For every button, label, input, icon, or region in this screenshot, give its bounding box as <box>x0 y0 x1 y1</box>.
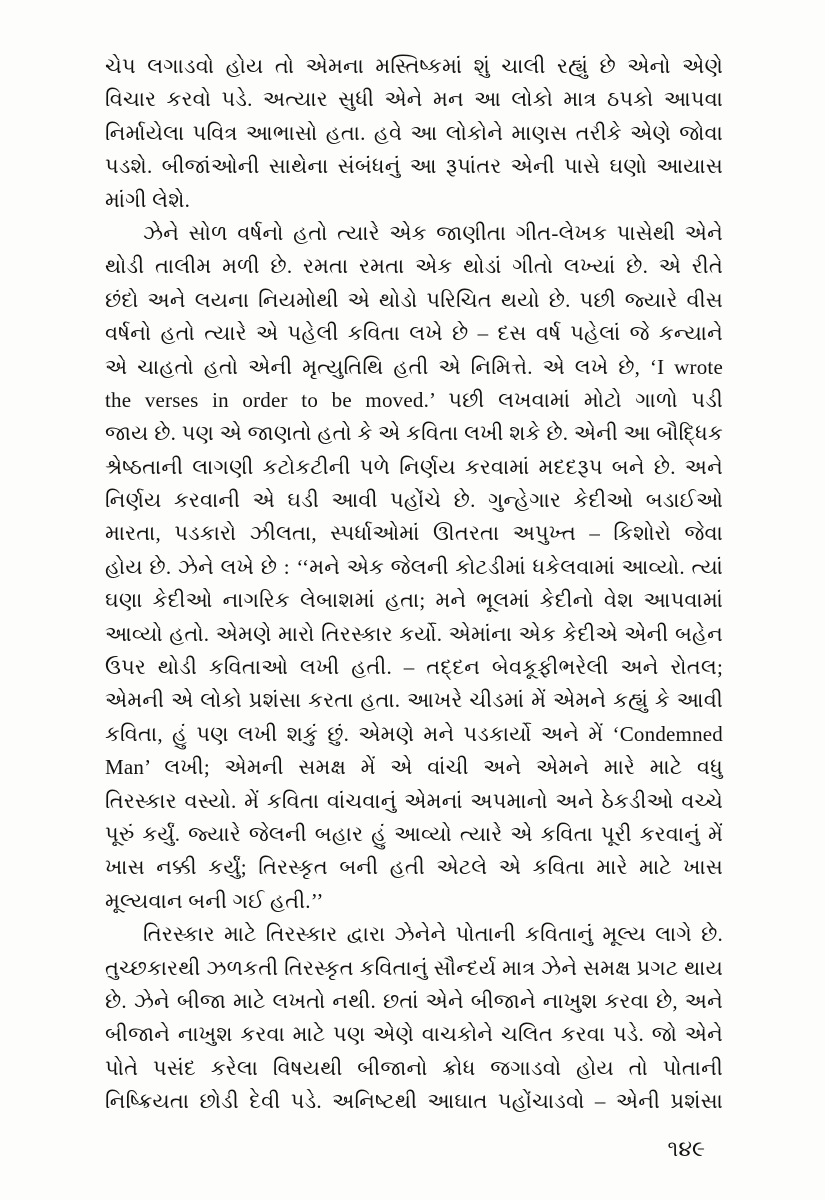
text-line: પડશે. બીજાંઓની સાથેના સંબંધનું આ રૂપાંતર એની પાસે ઘણો આયાસ <box>105 154 723 179</box>
text-line: થોડી તાલીમ મળી છે. રમતા રમતા એક થોડાં ગીતો લખ્યાં છે. એ રીતે <box>105 254 723 279</box>
text-line: ઝેને સોળ વર્ષનો હતો ત્યારે એક જાણીતા ગીત-લેખક પાસેથી એને <box>143 220 723 245</box>
text-line: ઘણા કેદીઓ નાગરિક લેબાશમાં હતા; મને ભૂલમાં કેદીનો વેશ આપવામાં <box>105 588 723 613</box>
text-line: નિર્ણય કરવાની એ ઘડી આવી પહોંચે છે. ગુન્હેગાર કેદીઓ બડાઈઓ <box>105 488 723 513</box>
text-line: તિરસ્કાર વસ્યો. મેં કવિતા વાંચવાનું એમનાં અપમાનો અને ઠેકડીઓ વચ્ચે <box>105 788 723 813</box>
text-line: છંદો અને લયના નિયમોથી એ થોડો પરિચિત થયો છે. પછી જ્યારે વીસ <box>105 287 723 312</box>
text-line: બીજાને નાખુશ કરવા માટે પણ એણે વાચકોને ચલિત કરવા પડે. જો એને <box>105 1022 723 1047</box>
text-line: ચેપ લગાડવો હોય તો એમના મસ્તિષ્કમાં શું ચાલી રહ્યું છે એનો એણે <box>105 54 723 78</box>
text-line: છે. ઝેને બીજા માટે લખતો નથી. છતાં એને બીજાને નાખુશ કરવા છે, અને <box>105 988 723 1013</box>
text-line: હોય છે. ઝેને લખે છે : ‘‘મને એક જેલની કોટડીમાં ધકેલવામાં આવ્યો. ત્યાં <box>105 554 723 579</box>
text-line: તિરસ્કાર માટે તિરસ્કાર દ્વારા ઝેનેને પોતાની કવિતાનું મૂલ્ય લાગે છે. <box>143 922 723 947</box>
text-line: વર્ષનો હતો ત્યારે એ પહેલી કવિતા લખે છે – દસ વર્ષ પહેલાં જે કન્યાને <box>105 321 723 346</box>
text-line: મારતા, પડકારો ઝીલતા, સ્પર્ધાઓમાં ઊતરતા અપુખ્ત – કિશોરો જેવા <box>105 521 723 546</box>
text-line: નિષ્ક્રિયતા છોડી દેવી પડે. અનિષ્ટથી આઘાત પહોંચાડવો – એની પ્રશંસા <box>105 1089 723 1114</box>
text-line: એ ચાહતો હતો એની મૃત્યુતિથિ હતી એ નિમિત્તે. એ લખે છે, ‘I wrote <box>105 354 723 379</box>
text-line: મૂલ્યવાન બની ગઈ હતી.’’ <box>105 888 324 913</box>
text-line: નિર્માયેલા પવિત્ર આભાસો હતા. હવે આ લોકોને માણસ તરીકે એણે જોવા <box>105 120 723 145</box>
text-line: Man’ લખી; એમની સમક્ષ મેં એ વાંચી અને એમને મારે માટે વધુ <box>105 755 723 780</box>
text-line: ઉપર થોડી કવિતાઓ લખી હતી. – તદ્દન બેવકૂફીભરેલી અને રોતલ; <box>105 655 723 680</box>
text-line: કવિતા, હું પણ લખી શકું છું. એમણે મને પડકાર્યો અને મેં ‘Condemned <box>105 721 723 746</box>
text-line: એમની એ લોકો પ્રશંસા કરતા હતા. આખરે ચીડમાં મેં એમને કહ્યું કે આવી <box>105 688 723 713</box>
text-line: તુચ્છકારથી ઝળકતી તિરસ્કૃત કવિતાનું સૌન્દર્ય માત્ર ઝેને સમક્ષ પ્રગટ થાય <box>105 955 723 980</box>
text-block <box>105 50 723 1119</box>
text-line: જાય છે. પણ એ જાણતો હતો કે એ કવિતા લખી શકે છે. એની આ બૌદ્ધિક <box>105 421 723 446</box>
text-line: વિચાર કરવો પડે. અત્યાર સુધી એને મન આ લોકો માત્ર ઠપકો આપવા <box>105 87 723 112</box>
text-line: આવ્યો હતો. એમણે મારો તિરસ્કાર કર્યો. એમાંના એક કેદીએ એની બહેન <box>105 621 723 646</box>
text-line: ખાસ નક્કી કર્યું; તિરસ્કૃત બની હતી એટલે એ કવિતા મારે માટે ખાસ <box>105 855 723 880</box>
text-line: પોતે પસંદ કરેલા વિષયથી બીજાનો ક્રોધ જગાડવો હોય તો પોતાની <box>105 1055 723 1080</box>
text-line: પૂરું કર્યું. જ્યારે જેલની બહાર હું આવ્યો ત્યારે એ કવિતા પૂરી કરવાનું મેં <box>105 821 723 846</box>
text-line: શ્રેષ્ઠતાની લાગણી કટોકટીની પળે નિર્ણય કરવામાં મદદરૂપ બને છે. અને <box>105 454 723 479</box>
text-line: માંગી લેશે. <box>105 187 191 212</box>
text-line: the verses in order to be moved.’ પછી લખવામાં મોટો ગાળો પડી <box>105 387 723 412</box>
page-number: ૧૪૯ <box>667 1136 705 1161</box>
